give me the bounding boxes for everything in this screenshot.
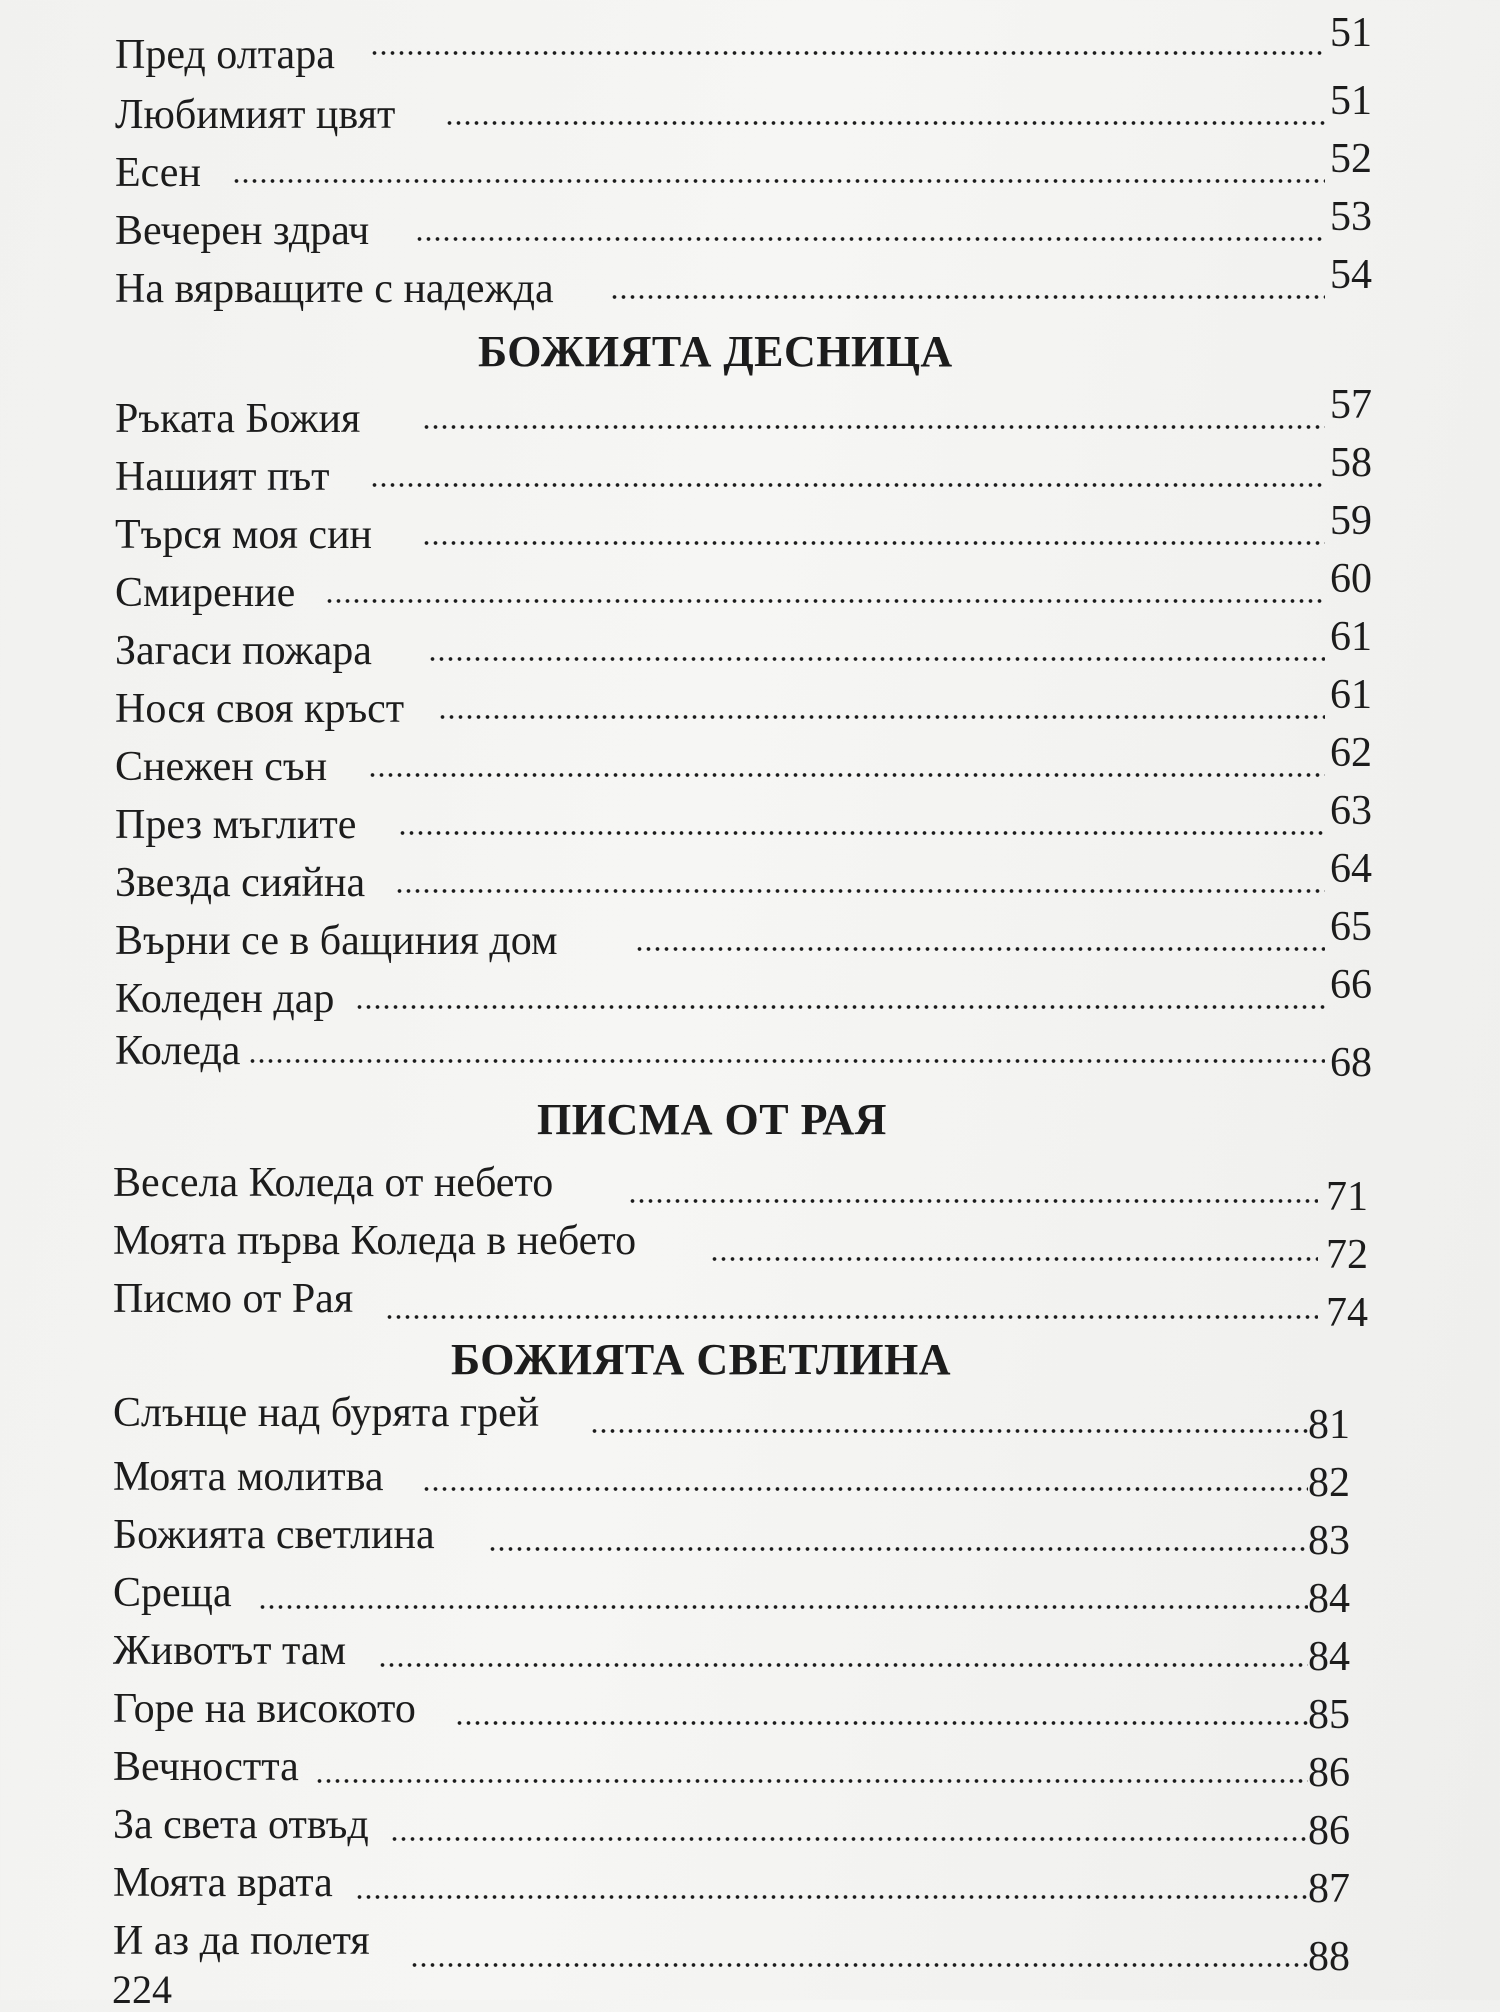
toc-entry-page: 86: [1308, 1808, 1350, 1854]
section-heading-text: БОЖИЯТА ДЕСНИЦА: [478, 327, 953, 376]
toc-entry-page: 64: [1330, 846, 1372, 892]
dot-leader: [325, 598, 1325, 604]
toc-entry-title: Моята първа Коледа в небето: [113, 1218, 637, 1264]
toc-entry: [0, 134, 1500, 194]
toc-entry: [0, 902, 1500, 962]
dot-leader: [385, 1314, 1318, 1320]
toc-entry-title: Снежен сън: [115, 744, 328, 790]
toc-entry: [0, 1498, 1500, 1564]
toc-entry-title: Нося своя кръст: [115, 686, 405, 732]
toc-entry: [0, 1150, 1500, 1220]
toc-entry-title: Есен: [115, 150, 201, 196]
dot-leader: [410, 1962, 1308, 1968]
toc-entry-title: Весела Коледа от небето: [113, 1160, 554, 1206]
toc-entry: [0, 380, 1500, 440]
dot-leader: [455, 1720, 1308, 1726]
toc-entry-page: 63: [1330, 788, 1372, 834]
toc-entry-page: 62: [1330, 730, 1372, 776]
toc-entry-title: Смирение: [115, 570, 296, 616]
toc-entry-title: И аз да полетя: [113, 1918, 370, 1964]
dot-leader: [438, 714, 1325, 720]
dot-leader: [390, 1836, 1308, 1842]
toc-entry-page: 71: [1326, 1174, 1368, 1220]
toc-entry-title: Моята молитва: [113, 1454, 384, 1500]
toc-entry-page: 60: [1330, 556, 1372, 602]
toc-entry: [0, 1382, 1500, 1448]
dot-leader: [398, 830, 1325, 836]
toc-entry-page: 86: [1308, 1750, 1350, 1796]
toc-entry-page: 54: [1330, 252, 1372, 298]
toc-entry-page: 66: [1330, 962, 1372, 1008]
toc-entry-title: През мъглите: [115, 802, 357, 848]
toc-entry-page: 74: [1326, 1290, 1368, 1336]
section-heading: [0, 1094, 1500, 1146]
toc-entry-title: Вечерен здрач: [115, 208, 370, 254]
toc-entry-title: Слънце над бурята грей: [113, 1390, 540, 1436]
toc-entry-title: Върни се в бащиния дом: [115, 918, 558, 964]
toc-entry-page: 65: [1330, 904, 1372, 950]
section-heading-text: БОЖИЯТА СВЕТЛИНА: [451, 1335, 951, 1384]
dot-leader: [355, 1004, 1325, 1010]
section-heading-text: ПИСМА ОТ РАЯ: [537, 1095, 887, 1144]
toc-entry-title: Писмо от Рая: [113, 1276, 354, 1322]
dot-leader: [590, 1428, 1308, 1434]
toc-entry: [0, 1018, 1500, 1086]
toc-entry: [0, 1904, 1500, 1980]
dot-leader: [232, 178, 1325, 184]
dot-leader: [378, 1662, 1308, 1668]
toc-entry-page: 61: [1330, 614, 1372, 660]
dot-leader: [488, 1546, 1308, 1552]
dot-leader: [395, 888, 1325, 894]
toc-entry-page: 51: [1330, 78, 1372, 124]
toc-entry-title: Търся моя син: [115, 512, 373, 558]
toc-entry: [0, 76, 1500, 136]
toc-entry-title: Животът там: [113, 1628, 347, 1674]
toc-entry-title: Ръката Божия: [115, 396, 361, 442]
dot-leader: [710, 1256, 1318, 1262]
dot-leader: [428, 656, 1325, 662]
dot-leader: [355, 1894, 1308, 1900]
toc-entry-page: 72: [1326, 1232, 1368, 1278]
toc-entry-page: 82: [1308, 1460, 1350, 1506]
dot-leader: [258, 1604, 1308, 1610]
dot-leader: [445, 120, 1325, 126]
toc-entry: [0, 728, 1500, 788]
toc-entry: [0, 786, 1500, 846]
dot-leader: [315, 1778, 1308, 1784]
toc-entry-title: Коледа: [115, 1028, 241, 1074]
toc-entry-title: На вярващите с надежда: [115, 266, 554, 312]
toc-entry-title: Коледен дар: [115, 976, 335, 1022]
toc-entry-page: 84: [1308, 1634, 1350, 1680]
toc-entry: [0, 960, 1500, 1020]
toc-entry-title: Вечността: [113, 1744, 299, 1790]
toc-entry: [0, 612, 1500, 672]
dot-leader: [422, 1486, 1308, 1492]
toc-entry: [0, 554, 1500, 614]
dot-leader: [422, 424, 1325, 430]
toc-entry: [0, 1614, 1500, 1680]
dot-leader: [370, 482, 1325, 488]
section-heading: [0, 326, 1500, 378]
dot-leader: [415, 236, 1325, 242]
dot-leader: [368, 772, 1325, 778]
toc-entry-title: Божията светлина: [113, 1512, 435, 1558]
dot-leader: [248, 1058, 1325, 1064]
toc-entry-page: 81: [1308, 1402, 1350, 1448]
toc-entry: [0, 1788, 1500, 1854]
toc-entry-page: 53: [1330, 194, 1372, 240]
toc-entry-page: 52: [1330, 136, 1372, 182]
toc-entry: [0, 1440, 1500, 1506]
toc-entry: [0, 438, 1500, 498]
toc-entry-page: 88: [1308, 1934, 1350, 1980]
toc-entry-title: Моята врата: [113, 1860, 333, 1906]
toc-entry-page: 58: [1330, 440, 1372, 486]
toc-entry: [0, 670, 1500, 730]
toc-entry: [0, 1208, 1500, 1278]
toc-entry: [0, 496, 1500, 556]
toc-entry: [0, 10, 1500, 78]
toc-entry-page: 57: [1330, 382, 1372, 428]
toc-entry: [0, 1266, 1500, 1336]
toc-entry-title: Звезда сияйна: [115, 860, 366, 906]
toc-entry-title: Пред олтара: [115, 32, 335, 78]
toc-entry-page: 51: [1330, 10, 1372, 56]
toc-entry-page: 59: [1330, 498, 1372, 544]
toc-entry-title: За света отвъд: [113, 1802, 369, 1848]
toc-entry-title: Горе на високото: [113, 1686, 416, 1732]
toc-entry-page: 84: [1308, 1576, 1350, 1622]
toc-entry: [0, 1672, 1500, 1738]
dot-leader: [422, 540, 1325, 546]
toc-entry-page: 68: [1330, 1040, 1372, 1086]
dot-leader: [628, 1198, 1318, 1204]
toc-entry-title: Нашият път: [115, 454, 330, 500]
toc-entry-page: 83: [1308, 1518, 1350, 1564]
toc-entry-title: Загаси пожара: [115, 628, 372, 674]
toc-entry: [0, 1730, 1500, 1796]
toc-entry-page: 85: [1308, 1692, 1350, 1738]
toc-entry-title: Среща: [113, 1570, 232, 1616]
dot-leader: [635, 946, 1325, 952]
dot-leader: [610, 294, 1325, 300]
page-number: 224: [112, 1967, 172, 2012]
toc-entry: [0, 192, 1500, 252]
dot-leader: [370, 50, 1325, 56]
toc-entry: [0, 844, 1500, 904]
toc-entry: [0, 1556, 1500, 1622]
section-heading: [0, 1334, 1500, 1386]
toc-entry: [0, 250, 1500, 310]
toc-entry-title: Любимият цвят: [115, 92, 396, 138]
toc-entry-page: 87: [1308, 1866, 1350, 1912]
toc-entry-page: 61: [1330, 672, 1372, 718]
toc-entry: [0, 1846, 1500, 1912]
